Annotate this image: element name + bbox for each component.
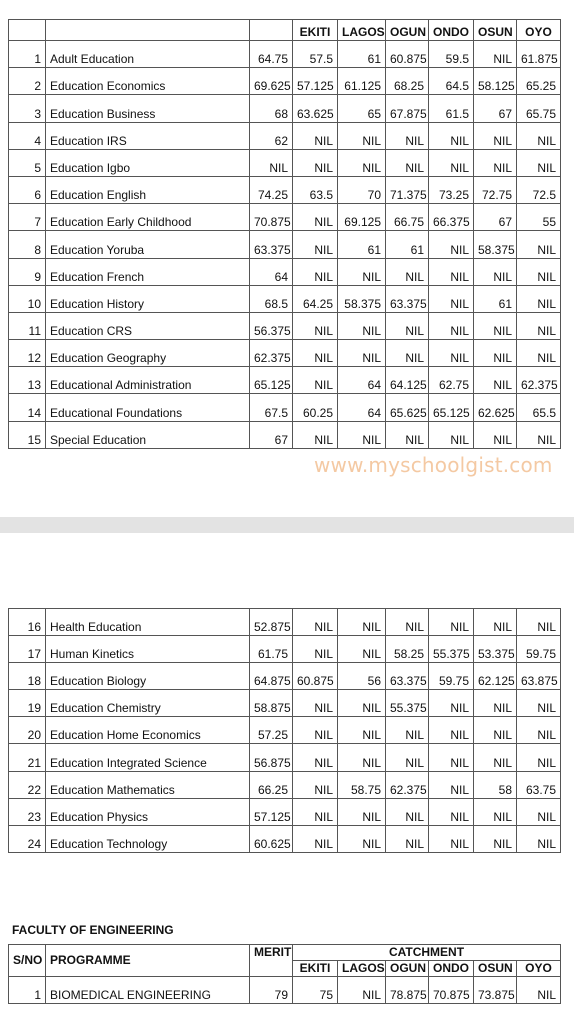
catchment-score-cell-lagos: NIL: [338, 717, 386, 744]
catchment-score-cell-ekiti: NIL: [293, 204, 338, 231]
catchment-score-cell-ekiti: NIL: [293, 744, 338, 771]
catchment-score-cell-lagos: 64: [338, 367, 386, 394]
merit-score-cell: 74.25: [250, 176, 293, 203]
merit-score-cell: 69.625: [250, 68, 293, 95]
programme-cell: Education IRS: [46, 122, 250, 149]
programme-cell: Education Physics: [46, 798, 250, 825]
catchment-score-cell-ogun: NIL: [386, 744, 429, 771]
programme-cell: Education English: [46, 176, 250, 203]
education-cutoff-table-part2: [8, 608, 561, 853]
catchment-score-cell-oyo: NIL: [517, 977, 561, 1004]
programme-cell: Educational Administration: [46, 367, 250, 394]
state-header-lagos: LAGOS: [338, 961, 386, 977]
table-row: [9, 394, 561, 421]
catchment-score-cell-osun: NIL: [474, 798, 517, 825]
catchment-score-cell-oyo: NIL: [517, 690, 561, 717]
merit-score-cell: 68.5: [250, 285, 293, 312]
merit-score-cell: 64.75: [250, 41, 293, 68]
state-header-lagos: LAGOS: [338, 20, 386, 41]
catchment-score-cell-oyo: NIL: [517, 717, 561, 744]
merit-score-cell: 57.25: [250, 717, 293, 744]
education-cutoff-table-part1: [8, 19, 561, 449]
serial-number-cell: 4: [9, 122, 46, 149]
catchment-score-cell-lagos: 61.125: [338, 68, 386, 95]
serial-number-cell: 10: [9, 285, 46, 312]
catchment-score-cell-osun: NIL: [474, 312, 517, 339]
catchment-score-cell-ekiti: 57.125: [293, 68, 338, 95]
merit-score-cell: 66.25: [250, 771, 293, 798]
table-row: [9, 149, 561, 176]
table-row: [9, 744, 561, 771]
merit-score-cell: NIL: [250, 149, 293, 176]
catchment-score-cell-lagos: NIL: [338, 312, 386, 339]
table-row: [9, 977, 561, 1004]
serial-number-cell: 3: [9, 95, 46, 122]
catchment-score-cell-ondo: NIL: [429, 771, 474, 798]
catchment-score-cell-osun: 62.125: [474, 663, 517, 690]
table-row: [9, 340, 561, 367]
programme-cell: Special Education: [46, 421, 250, 448]
catchment-score-cell-ondo: NIL: [429, 340, 474, 367]
table-row: [9, 204, 561, 231]
catchment-score-cell-ogun: 71.375: [386, 176, 429, 203]
catchment-score-cell-ogun: 62.375: [386, 771, 429, 798]
catchment-score-cell-oyo: NIL: [517, 258, 561, 285]
catchment-score-cell-osun: 73.875: [474, 977, 517, 1004]
catchment-score-cell-ekiti: 75: [293, 977, 338, 1004]
catchment-score-cell-ondo: NIL: [429, 231, 474, 258]
merit-score-cell: 67: [250, 421, 293, 448]
catchment-score-cell-ogun: NIL: [386, 312, 429, 339]
catchment-score-cell-ondo: NIL: [429, 421, 474, 448]
state-header-osun: OSUN: [474, 961, 517, 977]
catchment-score-cell-ekiti: 57.5: [293, 41, 338, 68]
merit-header: MERIT: [250, 945, 293, 977]
catchment-score-cell-ondo: 66.375: [429, 204, 474, 231]
catchment-score-cell-lagos: NIL: [338, 744, 386, 771]
catchment-score-cell-ekiti: 60.875: [293, 663, 338, 690]
table-row: [9, 41, 561, 68]
merit-score-cell: 63.375: [250, 231, 293, 258]
merit-score-cell: 62: [250, 122, 293, 149]
catchment-score-cell-ekiti: NIL: [293, 798, 338, 825]
catchment-score-cell-lagos: NIL: [338, 421, 386, 448]
catchment-score-cell-ondo: NIL: [429, 717, 474, 744]
programme-cell: Education Mathematics: [46, 771, 250, 798]
table-row: [9, 636, 561, 663]
catchment-score-cell-ekiti: NIL: [293, 690, 338, 717]
programme-cell: Education Home Economics: [46, 717, 250, 744]
catchment-score-cell-oyo: NIL: [517, 149, 561, 176]
programme-cell: Education Igbo: [46, 149, 250, 176]
table-row: [9, 176, 561, 203]
catchment-score-cell-ondo: 64.5: [429, 68, 474, 95]
serial-number-cell: 12: [9, 340, 46, 367]
programme-cell: Education Yoruba: [46, 231, 250, 258]
table-row: [9, 231, 561, 258]
merit-score-cell: 79: [250, 977, 293, 1004]
catchment-score-cell-ogun: 63.375: [386, 663, 429, 690]
catchment-score-cell-ekiti: NIL: [293, 340, 338, 367]
catchment-score-cell-oyo: 55: [517, 204, 561, 231]
programme-cell: Education Technology: [46, 825, 250, 852]
catchment-score-cell-lagos: 58.75: [338, 771, 386, 798]
programme-cell: Education Integrated Science: [46, 744, 250, 771]
catchment-score-cell-oyo: NIL: [517, 340, 561, 367]
serial-number-cell: 18: [9, 663, 46, 690]
catchment-score-cell-ondo: NIL: [429, 744, 474, 771]
catchment-score-cell-oyo: 63.875: [517, 663, 561, 690]
catchment-score-cell-osun: 72.75: [474, 176, 517, 203]
catchment-score-cell-ogun: 78.875: [386, 977, 429, 1004]
catchment-score-cell-ondo: NIL: [429, 609, 474, 636]
table-row: [9, 690, 561, 717]
catchment-score-cell-lagos: NIL: [338, 149, 386, 176]
catchment-score-cell-oyo: 65.75: [517, 95, 561, 122]
table-row: [9, 367, 561, 394]
table-row: [9, 285, 561, 312]
catchment-score-cell-ekiti: 63.5: [293, 176, 338, 203]
catchment-score-cell-ekiti: 64.25: [293, 285, 338, 312]
catchment-score-cell-lagos: NIL: [338, 609, 386, 636]
table-row: [9, 825, 561, 852]
catchment-score-cell-lagos: NIL: [338, 798, 386, 825]
catchment-score-cell-ekiti: NIL: [293, 122, 338, 149]
table-row: [9, 663, 561, 690]
programme-cell: Education Biology: [46, 663, 250, 690]
catchment-score-cell-osun: 67: [474, 204, 517, 231]
programme-cell: Education Chemistry: [46, 690, 250, 717]
catchment-score-cell-osun: NIL: [474, 717, 517, 744]
catchment-score-cell-lagos: 64: [338, 394, 386, 421]
catchment-score-cell-osun: 58: [474, 771, 517, 798]
catchment-score-cell-osun: NIL: [474, 421, 517, 448]
table-header-row: [9, 20, 561, 41]
catchment-score-cell-lagos: 56: [338, 663, 386, 690]
merit-score-cell: 56.375: [250, 312, 293, 339]
catchment-score-cell-ekiti: 63.625: [293, 95, 338, 122]
serial-number-cell: 15: [9, 421, 46, 448]
table-row: [9, 609, 561, 636]
catchment-score-cell-ogun: 55.375: [386, 690, 429, 717]
catchment-score-cell-ekiti: NIL: [293, 825, 338, 852]
merit-score-cell: 57.125: [250, 798, 293, 825]
state-header-oyo: OYO: [517, 20, 561, 41]
serial-number-cell: 1: [9, 41, 46, 68]
programme-cell: Education French: [46, 258, 250, 285]
catchment-score-cell-ekiti: NIL: [293, 609, 338, 636]
catchment-score-cell-osun: NIL: [474, 122, 517, 149]
serial-number-cell: 13: [9, 367, 46, 394]
catchment-score-cell-ogun: NIL: [386, 421, 429, 448]
programme-cell: Education History: [46, 285, 250, 312]
catchment-score-cell-ondo: 55.375: [429, 636, 474, 663]
catchment-score-cell-lagos: NIL: [338, 258, 386, 285]
catchment-score-cell-ogun: NIL: [386, 609, 429, 636]
catchment-score-cell-ogun: 65.625: [386, 394, 429, 421]
catchment-score-cell-ondo: NIL: [429, 122, 474, 149]
catchment-score-cell-lagos: NIL: [338, 340, 386, 367]
catchment-score-cell-lagos: NIL: [338, 977, 386, 1004]
serial-number-cell: 17: [9, 636, 46, 663]
catchment-score-cell-ogun: 60.875: [386, 41, 429, 68]
table-row: [9, 717, 561, 744]
catchment-score-cell-osun: 58.125: [474, 68, 517, 95]
catchment-score-cell-ondo: 70.875: [429, 977, 474, 1004]
programme-cell: Education Business: [46, 95, 250, 122]
table-row: [9, 95, 561, 122]
serial-number-cell: 2: [9, 68, 46, 95]
catchment-score-cell-ekiti: NIL: [293, 149, 338, 176]
sno-header: S/NO: [9, 945, 46, 977]
programme-cell: Adult Education: [46, 41, 250, 68]
catchment-score-cell-oyo: 61.875: [517, 41, 561, 68]
catchment-score-cell-lagos: NIL: [338, 122, 386, 149]
catchment-score-cell-lagos: NIL: [338, 825, 386, 852]
catchment-score-cell-lagos: 58.375: [338, 285, 386, 312]
programme-cell: Education CRS: [46, 312, 250, 339]
serial-number-cell: 6: [9, 176, 46, 203]
catchment-score-cell-osun: NIL: [474, 149, 517, 176]
catchment-score-cell-ekiti: NIL: [293, 717, 338, 744]
catchment-score-cell-oyo: NIL: [517, 231, 561, 258]
catchment-score-cell-oyo: NIL: [517, 609, 561, 636]
catchment-score-cell-osun: 67: [474, 95, 517, 122]
catchment-score-cell-ondo: NIL: [429, 312, 474, 339]
catchment-score-cell-ondo: NIL: [429, 798, 474, 825]
serial-number-cell: 1: [9, 977, 46, 1004]
serial-number-cell: 24: [9, 825, 46, 852]
programme-cell: Education Economics: [46, 68, 250, 95]
catchment-score-cell-ondo: 62.75: [429, 367, 474, 394]
table-row: [9, 421, 561, 448]
catchment-score-cell-ogun: 58.25: [386, 636, 429, 663]
catchment-score-cell-ogun: 64.125: [386, 367, 429, 394]
catchment-score-cell-ekiti: NIL: [293, 367, 338, 394]
catchment-score-cell-ogun: NIL: [386, 340, 429, 367]
catchment-score-cell-ekiti: 60.25: [293, 394, 338, 421]
state-header-ondo: ONDO: [429, 20, 474, 41]
catchment-score-cell-osun: NIL: [474, 340, 517, 367]
serial-number-cell: 5: [9, 149, 46, 176]
table-row: [9, 312, 561, 339]
catchment-score-cell-oyo: NIL: [517, 122, 561, 149]
merit-score-cell: 56.875: [250, 744, 293, 771]
catchment-score-cell-ogun: NIL: [386, 798, 429, 825]
catchment-score-cell-ogun: NIL: [386, 258, 429, 285]
table-row: [9, 258, 561, 285]
catchment-score-cell-ogun: NIL: [386, 825, 429, 852]
catchment-score-cell-osun: 58.375: [474, 231, 517, 258]
catchment-score-cell-ondo: NIL: [429, 285, 474, 312]
serial-number-cell: 23: [9, 798, 46, 825]
page-divider: [0, 517, 574, 533]
catchment-score-cell-ondo: NIL: [429, 690, 474, 717]
serial-number-cell: 11: [9, 312, 46, 339]
programme-cell: Education Early Childhood: [46, 204, 250, 231]
merit-score-cell: 58.875: [250, 690, 293, 717]
table-row: [9, 68, 561, 95]
catchment-score-cell-osun: NIL: [474, 258, 517, 285]
catchment-score-cell-ekiti: NIL: [293, 421, 338, 448]
catchment-score-cell-ekiti: NIL: [293, 771, 338, 798]
catchment-score-cell-osun: 61: [474, 285, 517, 312]
serial-number-cell: 19: [9, 690, 46, 717]
serial-number-cell: 14: [9, 394, 46, 421]
catchment-score-cell-oyo: NIL: [517, 421, 561, 448]
merit-score-cell: 67.5: [250, 394, 293, 421]
table-row: [9, 798, 561, 825]
catchment-score-cell-oyo: 62.375: [517, 367, 561, 394]
catchment-score-cell-oyo: 72.5: [517, 176, 561, 203]
catchment-score-cell-oyo: 59.75: [517, 636, 561, 663]
programme-cell: Educational Foundations: [46, 394, 250, 421]
catchment-score-cell-ondo: 61.5: [429, 95, 474, 122]
catchment-score-cell-lagos: 70: [338, 176, 386, 203]
catchment-header: CATCHMENT: [293, 945, 561, 961]
merit-score-cell: 52.875: [250, 609, 293, 636]
catchment-score-cell-osun: NIL: [474, 41, 517, 68]
catchment-score-cell-osun: NIL: [474, 744, 517, 771]
state-header-ondo: ONDO: [429, 961, 474, 977]
catchment-score-cell-ogun: 68.25: [386, 68, 429, 95]
state-header-ogun: OGUN: [386, 20, 429, 41]
state-header-ekiti: EKITI: [293, 20, 338, 41]
table-row: [9, 122, 561, 149]
serial-number-cell: 8: [9, 231, 46, 258]
catchment-score-cell-osun: 53.375: [474, 636, 517, 663]
state-header-oyo: OYO: [517, 961, 561, 977]
merit-score-cell: 62.375: [250, 340, 293, 367]
catchment-score-cell-ondo: 59.5: [429, 41, 474, 68]
catchment-score-cell-lagos: 65: [338, 95, 386, 122]
engineering-cutoff-table: [8, 944, 561, 1004]
catchment-score-cell-ondo: NIL: [429, 149, 474, 176]
catchment-score-cell-ogun: 66.75: [386, 204, 429, 231]
catchment-score-cell-lagos: 69.125: [338, 204, 386, 231]
faculty-title: FACULTY OF ENGINEERING: [12, 923, 174, 937]
programme-cell: Health Education: [46, 609, 250, 636]
catchment-score-cell-oyo: NIL: [517, 825, 561, 852]
catchment-score-cell-ekiti: NIL: [293, 312, 338, 339]
catchment-score-cell-oyo: 63.75: [517, 771, 561, 798]
catchment-score-cell-ogun: NIL: [386, 122, 429, 149]
catchment-score-cell-lagos: NIL: [338, 690, 386, 717]
merit-score-cell: 68: [250, 95, 293, 122]
catchment-score-cell-ogun: 61: [386, 231, 429, 258]
serial-number-cell: 21: [9, 744, 46, 771]
catchment-score-cell-oyo: 65.5: [517, 394, 561, 421]
catchment-score-cell-osun: NIL: [474, 609, 517, 636]
catchment-score-cell-osun: NIL: [474, 690, 517, 717]
state-header-ogun: OGUN: [386, 961, 429, 977]
merit-score-cell: 61.75: [250, 636, 293, 663]
serial-number-cell: 22: [9, 771, 46, 798]
catchment-score-cell-osun: NIL: [474, 367, 517, 394]
catchment-score-cell-lagos: 61: [338, 231, 386, 258]
catchment-score-cell-oyo: NIL: [517, 798, 561, 825]
catchment-score-cell-osun: 62.625: [474, 394, 517, 421]
table-row: [9, 771, 561, 798]
catchment-score-cell-ekiti: NIL: [293, 258, 338, 285]
catchment-score-cell-osun: NIL: [474, 825, 517, 852]
serial-number-cell: 20: [9, 717, 46, 744]
watermark-text: www.myschoolgist.com: [314, 453, 553, 477]
catchment-score-cell-oyo: NIL: [517, 312, 561, 339]
catchment-score-cell-ondo: 59.75: [429, 663, 474, 690]
catchment-score-cell-oyo: NIL: [517, 744, 561, 771]
merit-score-cell: 70.875: [250, 204, 293, 231]
catchment-score-cell-oyo: NIL: [517, 285, 561, 312]
programme-cell: Education Geography: [46, 340, 250, 367]
catchment-score-cell-ondo: 73.25: [429, 176, 474, 203]
catchment-score-cell-ogun: 63.375: [386, 285, 429, 312]
catchment-score-cell-ondo: NIL: [429, 258, 474, 285]
programme-cell: Human Kinetics: [46, 636, 250, 663]
merit-score-cell: 64.875: [250, 663, 293, 690]
programme-header: PROGRAMME: [46, 945, 250, 977]
catchment-score-cell-ogun: 67.875: [386, 95, 429, 122]
programme-cell: BIOMEDICAL ENGINEERING: [46, 977, 250, 1004]
merit-header-cell: [250, 20, 293, 41]
serial-number-cell: 7: [9, 204, 46, 231]
catchment-score-cell-ekiti: NIL: [293, 231, 338, 258]
merit-score-cell: 60.625: [250, 825, 293, 852]
sno-header-cell: [9, 20, 46, 41]
catchment-score-cell-ekiti: NIL: [293, 636, 338, 663]
serial-number-cell: 16: [9, 609, 46, 636]
catchment-score-cell-lagos: NIL: [338, 636, 386, 663]
merit-score-cell: 64: [250, 258, 293, 285]
catchment-score-cell-oyo: 65.25: [517, 68, 561, 95]
programme-header-cell: [46, 20, 250, 41]
catchment-score-cell-ondo: NIL: [429, 825, 474, 852]
serial-number-cell: 9: [9, 258, 46, 285]
catchment-score-cell-ondo: 65.125: [429, 394, 474, 421]
catchment-score-cell-lagos: 61: [338, 41, 386, 68]
state-header-osun: OSUN: [474, 20, 517, 41]
state-header-ekiti: EKITI: [293, 961, 338, 977]
catchment-score-cell-ogun: NIL: [386, 717, 429, 744]
merit-score-cell: 65.125: [250, 367, 293, 394]
catchment-score-cell-ogun: NIL: [386, 149, 429, 176]
